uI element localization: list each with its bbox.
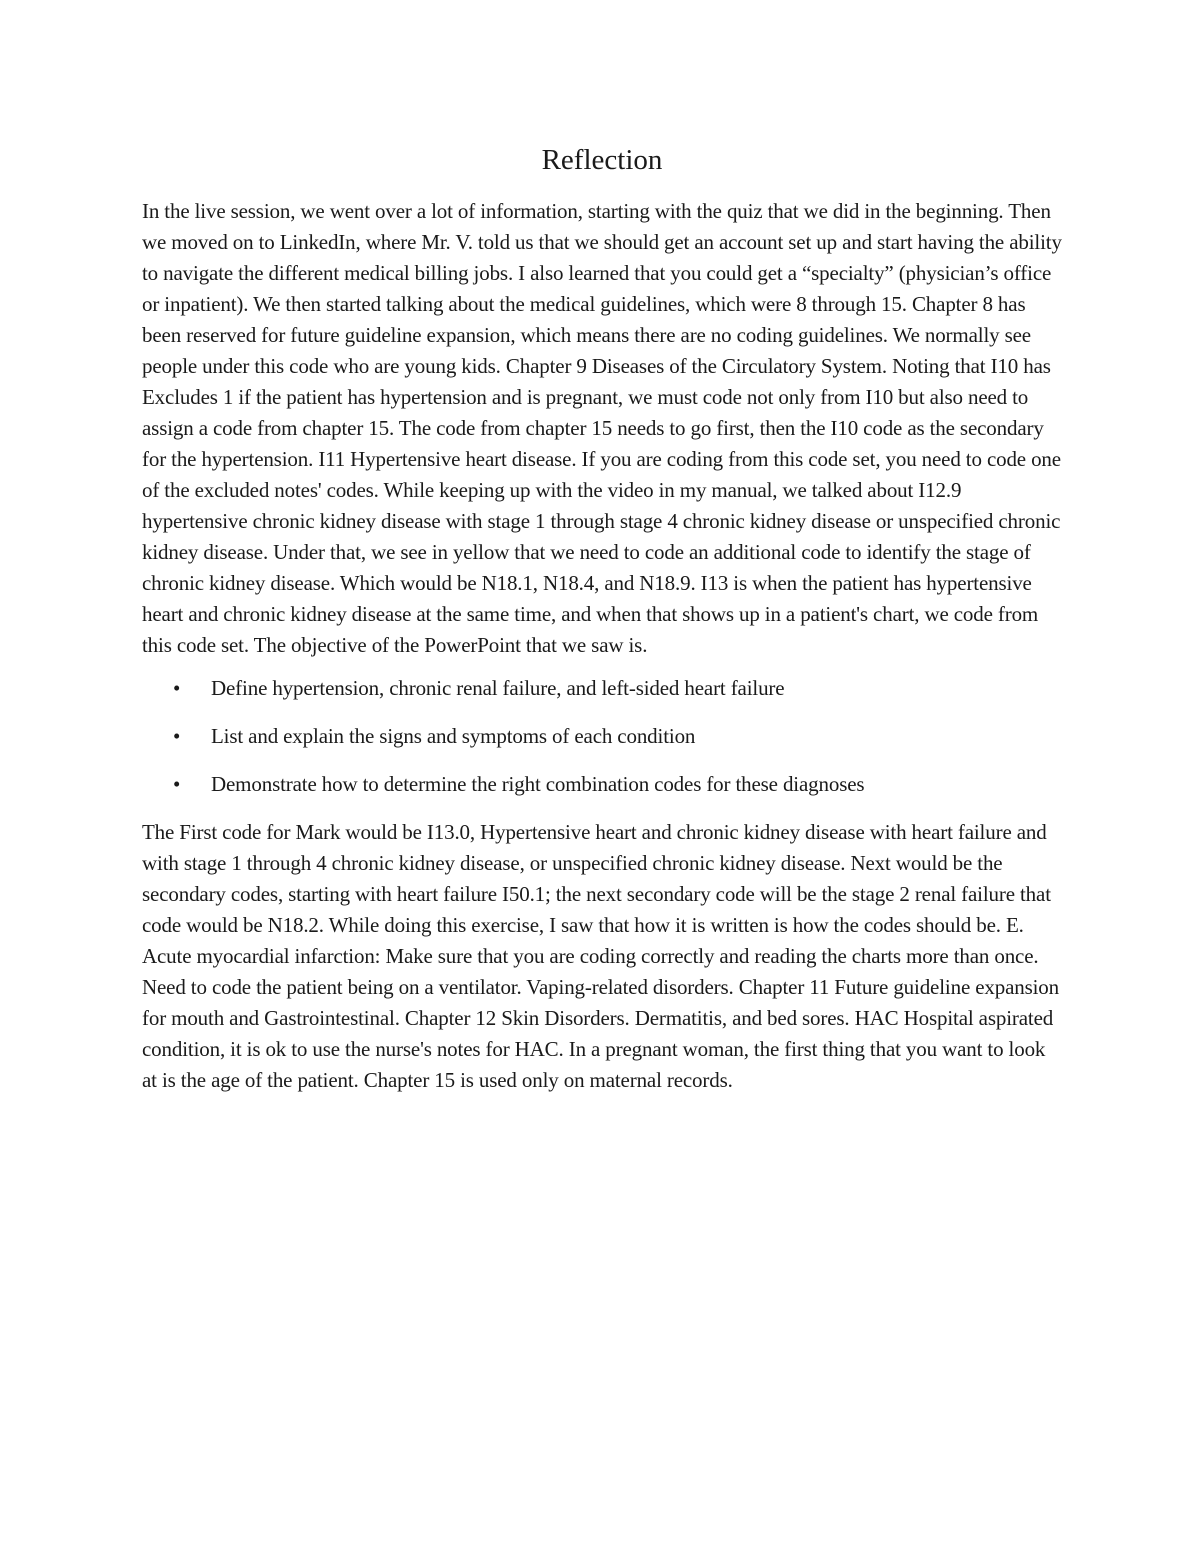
paragraph-conclusion: The First code for Mark would be I13.0, Hypertensive heart and chronic kidney disease with heart failure and with stage 1 through 4 chronic kidney disease, or unspecified chronic kidney disease. Next would be the secondary codes, starting with heart failure I50.1; the next secondary code will be the stage 2 renal failure that code would be N18.2. While doing this exercise, I saw that how it is written is how the codes should be. E. Acute myocardial infarction: Make sure that you are coding correctly and reading the charts more than once. Need to code the patient being on a ventilator. Vaping-related disorders. Chapter 11 Future guideline expansion for mouth and Gastrointestinal. Chapter 12 Skin Disorders. Dermatitis, and bed sores. HAC Hospital aspirated condition, it is ok to use the nurse's notes for HAC. In a pregnant woman, the first thing that you want to look at is the age of the patient. Chapter 15 is used only on maternal records. xyxy=(142,820,1060,1092)
list-item-text: Define hypertension, chronic renal failure, and left-sided heart failure xyxy=(211,676,785,700)
bullet-icon: • xyxy=(173,724,181,748)
objectives-list xyxy=(142,673,1062,800)
list-item-text: Demonstrate how to determine the right combination codes for these diagnoses xyxy=(211,772,865,796)
list-item xyxy=(142,769,1062,800)
paragraph-intro: In the live session, we went over a lot of information, starting with the quiz that we did in the beginning. Then we moved on to LinkedIn, where Mr. V. told us that we should get an account set up and start having the ability to navigate the different medical billing jobs. I also learned that you could get a “specialty” (physician’s office or inpatient). We then started talking about the medical guidelines, which were 8 through 15. Chapter 8 has been reserved for future guideline expansion, which means there are no coding guidelines. We normally see people under this code who are young kids. Chapter 9 Diseases of the Circulatory System. Noting that I10 has Excludes 1 if the patient has hypertension and is pregnant, we must code not only from I10 but also need to assign a code from chapter 15. The code from chapter 15 needs to go first, then the I10 code as the secondary for the hypertension. I11 Hypertensive heart disease. If you are coding from this code set, you need to code one of the excluded notes' codes. While keeping up with the video in my manual, we talked about I12.9 hypertensive chronic kidney disease with stage 1 through stage 4 chronic kidney disease or unspecified chronic kidney disease. Under that, we see in yellow that we need to code an additional code to identify the stage of chronic kidney disease. Which would be N18.1, N18.4, and N18.9. I13 is when the patient has hypertensive heart and chronic kidney disease at the same time, and when that shows up in a patient's chart, we code from this code set. The objective of the PowerPoint that we saw is. xyxy=(142,199,1062,657)
list-item-text: List and explain the signs and symptoms of each condition xyxy=(211,724,696,748)
document-title: Reflection xyxy=(541,144,663,176)
bullet-icon: • xyxy=(173,772,181,796)
list-item xyxy=(142,673,1062,704)
bullet-icon: • xyxy=(173,676,181,700)
document-body xyxy=(142,140,1062,1096)
list-item xyxy=(142,721,1062,752)
